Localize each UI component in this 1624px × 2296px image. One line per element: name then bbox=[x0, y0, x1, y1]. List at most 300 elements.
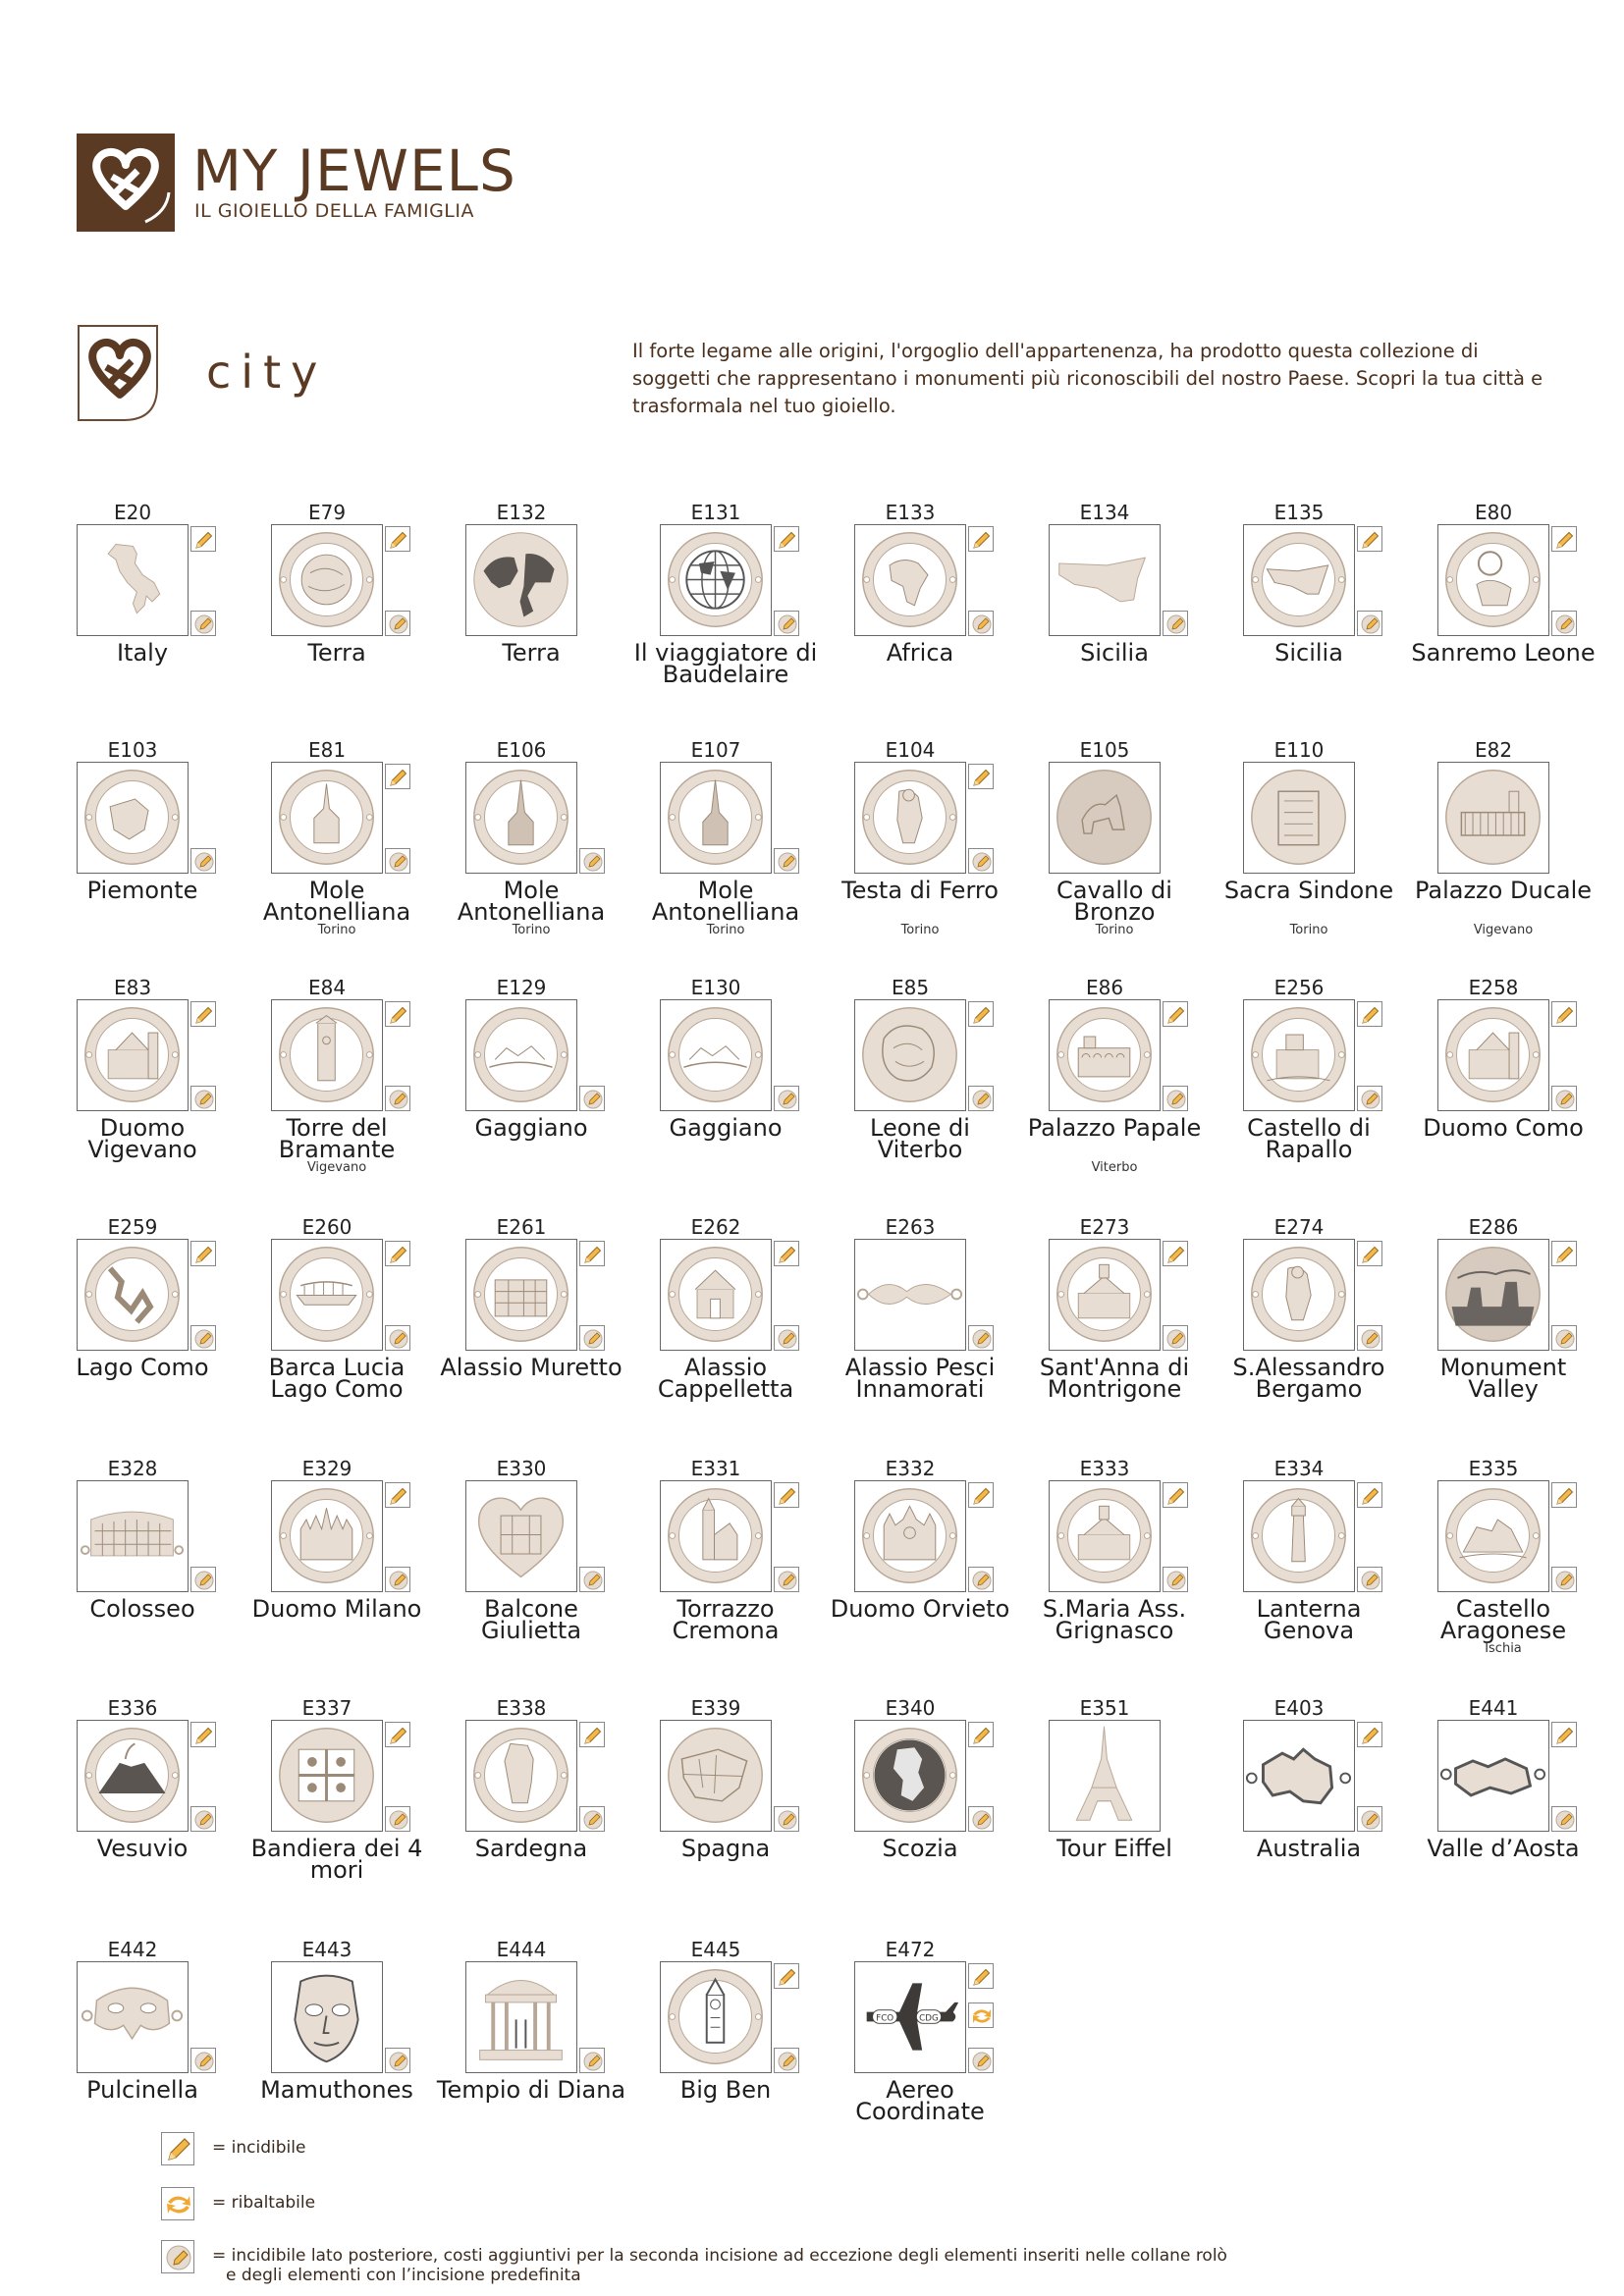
product-code: E85 bbox=[891, 976, 930, 999]
product-code: E263 bbox=[885, 1215, 936, 1239]
product-item[interactable] bbox=[465, 976, 652, 1182]
product-name: Duomo Milano bbox=[251, 1595, 422, 1623]
piemonte-ring-icon bbox=[77, 762, 189, 874]
sicily-ring-icon bbox=[1243, 524, 1355, 636]
product-item[interactable] bbox=[268, 1215, 458, 1421]
product-item[interactable] bbox=[1049, 501, 1235, 707]
church-ring-icon bbox=[1049, 1239, 1161, 1351]
product-name: Cavallo di Bronzo bbox=[1056, 877, 1172, 926]
back-engrave-icon bbox=[1551, 1567, 1577, 1592]
product-code: E445 bbox=[690, 1938, 741, 1961]
engravable-pencil-icon bbox=[968, 1482, 994, 1508]
product-item[interactable] bbox=[854, 976, 1041, 1182]
product-code: E82 bbox=[1474, 738, 1513, 762]
product-item[interactable] bbox=[77, 1215, 263, 1421]
product-name: Torrazzo Cremona bbox=[672, 1595, 780, 1644]
volcano-ring-icon bbox=[77, 1720, 189, 1832]
product-name: Piemonte bbox=[86, 877, 198, 904]
product-code: E286 bbox=[1468, 1215, 1519, 1239]
engravable-pencil-icon bbox=[968, 1722, 994, 1747]
back-engrave-icon bbox=[190, 1086, 216, 1111]
back-engrave-icon bbox=[385, 1086, 410, 1111]
back-engrave-icon bbox=[968, 1325, 994, 1351]
scotland-ring-icon bbox=[854, 1720, 966, 1832]
product-code: E129 bbox=[496, 976, 547, 999]
product-code: E335 bbox=[1468, 1457, 1519, 1480]
spain-disc-icon bbox=[660, 1720, 772, 1832]
product-item[interactable] bbox=[1243, 976, 1430, 1182]
product-name: Pulcinella bbox=[86, 2076, 198, 2104]
product-name: Duomo Como bbox=[1423, 1114, 1584, 1142]
engravable-pencil-icon bbox=[1551, 1482, 1577, 1508]
product-name: Sardegna bbox=[474, 1835, 588, 1862]
product-name: Terra bbox=[307, 639, 366, 667]
product-item[interactable] bbox=[440, 1215, 652, 1421]
boat-ring-icon bbox=[271, 1239, 383, 1351]
product-code: E441 bbox=[1468, 1696, 1519, 1720]
bigben-ring-icon bbox=[660, 1961, 772, 2073]
product-name: Monument Valley bbox=[1439, 1354, 1567, 1403]
product-location: Torino bbox=[317, 923, 356, 937]
aosta-link-icon bbox=[1437, 1720, 1549, 1832]
product-location: Vigevano bbox=[306, 1160, 367, 1175]
engravable-pencil-icon bbox=[579, 1722, 605, 1747]
product-name: Lago Como bbox=[76, 1354, 209, 1381]
back-engrave-icon bbox=[774, 611, 799, 636]
product-item[interactable] bbox=[271, 501, 458, 707]
product-item[interactable] bbox=[1437, 1457, 1624, 1663]
product-code: E337 bbox=[301, 1696, 352, 1720]
product-item[interactable] bbox=[77, 1696, 263, 1902]
back-engrave-icon bbox=[190, 848, 216, 874]
back-engrave-icon bbox=[190, 1806, 216, 1832]
product-name: Balcone Giulietta bbox=[480, 1595, 582, 1644]
engravable-pencil-icon bbox=[1357, 1241, 1382, 1266]
product-name: Vesuvio bbox=[96, 1835, 189, 1862]
product-name: Gaggiano bbox=[474, 1114, 588, 1142]
italy-map-icon bbox=[77, 524, 189, 636]
engravable-pencil-icon bbox=[1551, 1722, 1577, 1747]
product-code: E403 bbox=[1273, 1696, 1325, 1720]
product-code: E132 bbox=[496, 501, 547, 524]
brand-logo bbox=[77, 133, 175, 232]
product-name: S.Maria Ass. Grignasco bbox=[1042, 1595, 1187, 1644]
chapel-ring-icon bbox=[660, 1239, 772, 1351]
product-item[interactable] bbox=[1243, 1696, 1430, 1902]
product-code: E134 bbox=[1079, 501, 1130, 524]
engravable-pencil-icon bbox=[1357, 526, 1382, 552]
back-engrave-icon bbox=[1357, 1086, 1382, 1111]
engravable-pencil-icon bbox=[1551, 1241, 1577, 1266]
mask-face-icon bbox=[271, 1961, 383, 2073]
flag-disc-icon bbox=[271, 1720, 383, 1832]
heart-balcony-icon bbox=[465, 1480, 577, 1592]
product-name: Tempio di Diana bbox=[436, 2076, 626, 2104]
product-code: E106 bbox=[496, 738, 547, 762]
back-engrave-icon bbox=[1163, 1567, 1188, 1592]
product-name: Sicilia bbox=[1274, 639, 1343, 667]
product-item[interactable] bbox=[1437, 1215, 1624, 1421]
product-name: Colosseo bbox=[89, 1595, 195, 1623]
lion-ring-icon bbox=[1437, 524, 1549, 636]
product-code: E444 bbox=[496, 1938, 547, 1961]
product-name: Duomo Orvieto bbox=[830, 1595, 1010, 1623]
colosseum-icon bbox=[77, 1480, 189, 1592]
back-engrave-icon bbox=[1357, 1325, 1382, 1351]
product-item[interactable] bbox=[660, 1938, 846, 2144]
back-engrave-icon bbox=[190, 611, 216, 636]
engravable-pencil-icon bbox=[190, 1722, 216, 1747]
rock-ring-icon bbox=[1437, 1480, 1549, 1592]
product-name: Il viaggiatore di Baudelaire bbox=[633, 639, 818, 688]
product-name: Scozia bbox=[882, 1835, 958, 1862]
product-name: Australia bbox=[1256, 1835, 1362, 1862]
back-engrave-icon bbox=[968, 611, 994, 636]
palace-disc-icon bbox=[1437, 762, 1549, 874]
product-item[interactable] bbox=[830, 1457, 1041, 1663]
product-code: E83 bbox=[113, 976, 152, 999]
product-item[interactable] bbox=[1049, 1696, 1235, 1902]
product-name: Duomo Vigevano bbox=[87, 1114, 197, 1163]
back-engrave-icon bbox=[161, 2240, 194, 2273]
torrazzo-ring-icon bbox=[660, 1480, 772, 1592]
product-code: E339 bbox=[690, 1696, 741, 1720]
product-item[interactable] bbox=[854, 1696, 1041, 1902]
svg-text:FCO: FCO bbox=[876, 2013, 894, 2024]
product-code: E135 bbox=[1273, 501, 1325, 524]
product-code: E336 bbox=[107, 1696, 158, 1720]
palace-ring-icon bbox=[1049, 999, 1161, 1111]
product-name: S.Alessandro Bergamo bbox=[1232, 1354, 1385, 1403]
product-location: Torino bbox=[900, 923, 940, 937]
product-location: Viterbo bbox=[1091, 1160, 1138, 1175]
product-item[interactable] bbox=[77, 738, 263, 944]
product-item[interactable] bbox=[262, 738, 458, 944]
product-item[interactable] bbox=[1243, 501, 1430, 707]
product-name: Big Ben bbox=[679, 2076, 772, 2104]
back-engrave-icon bbox=[385, 1567, 410, 1592]
product-item[interactable] bbox=[260, 1938, 458, 2144]
product-code: E104 bbox=[885, 738, 936, 762]
back-engrave-icon bbox=[1551, 1086, 1577, 1111]
product-item[interactable] bbox=[841, 738, 1041, 944]
product-name: Aereo Coordinate bbox=[855, 2076, 985, 2125]
product-item[interactable] bbox=[1423, 976, 1624, 1182]
back-engrave-icon bbox=[1357, 611, 1382, 636]
product-code: E256 bbox=[1273, 976, 1325, 999]
collection-logo bbox=[77, 324, 175, 422]
tower-ring-icon bbox=[271, 999, 383, 1111]
product-item[interactable] bbox=[465, 1696, 652, 1902]
product-name: Testa di Ferro bbox=[841, 877, 999, 904]
back-engrave-icon bbox=[774, 2048, 799, 2073]
engravable-pencil-icon bbox=[968, 526, 994, 552]
product-item[interactable] bbox=[77, 976, 263, 1182]
product-name: Alassio Cappelletta bbox=[657, 1354, 794, 1403]
product-name: Palazzo Ducale bbox=[1414, 877, 1592, 904]
mole-spire-icon bbox=[660, 762, 772, 874]
statue-ring-icon bbox=[1243, 1239, 1355, 1351]
back-engrave-icon bbox=[968, 848, 994, 874]
product-name: Leone di Viterbo bbox=[870, 1114, 970, 1163]
product-name: Sacra Sindone bbox=[1223, 877, 1394, 904]
mole-spire-icon bbox=[465, 762, 577, 874]
product-code: E274 bbox=[1273, 1215, 1325, 1239]
product-item[interactable] bbox=[1027, 976, 1235, 1182]
back-engrave-icon bbox=[1163, 611, 1188, 636]
product-code: E79 bbox=[307, 501, 347, 524]
product-item[interactable] bbox=[251, 1457, 458, 1663]
product-code: E329 bbox=[301, 1457, 352, 1480]
back-engrave-icon bbox=[190, 2048, 216, 2073]
product-name: Bandiera dei 4 mori bbox=[250, 1835, 423, 1884]
back-engrave-icon bbox=[1551, 1806, 1577, 1832]
product-location: Torino bbox=[512, 923, 551, 937]
product-location: Torino bbox=[1289, 923, 1328, 937]
engravable-pencil-icon bbox=[190, 1001, 216, 1027]
engravable-pencil-icon bbox=[968, 1001, 994, 1027]
airplane-link-icon bbox=[854, 1961, 966, 2073]
back-engrave-icon bbox=[385, 611, 410, 636]
engravable-pencil-icon bbox=[385, 1482, 410, 1508]
product-name: Sicilia bbox=[1080, 639, 1149, 667]
lighthouse-ring-icon bbox=[1243, 1480, 1355, 1592]
engravable-pencil-icon bbox=[1163, 1241, 1188, 1266]
engravable-pencil-icon bbox=[774, 1963, 799, 1989]
back-engrave-icon bbox=[579, 1567, 605, 1592]
product-name: Italy bbox=[116, 639, 169, 667]
product-name: Valle d’Aosta bbox=[1427, 1835, 1580, 1862]
product-item[interactable] bbox=[1427, 1696, 1624, 1902]
product-item[interactable] bbox=[657, 1215, 846, 1421]
back-engrave-icon bbox=[774, 1086, 799, 1111]
church-ring-icon bbox=[1049, 1480, 1161, 1592]
product-name: Castello Aragonese bbox=[1439, 1595, 1567, 1644]
lake-ring-icon bbox=[77, 1239, 189, 1351]
product-code: E332 bbox=[885, 1457, 936, 1480]
back-engrave-icon bbox=[968, 1086, 994, 1111]
product-name: Sant'Anna di Montrigone bbox=[1039, 1354, 1190, 1403]
product-code: E334 bbox=[1273, 1457, 1325, 1480]
lion-disc-icon bbox=[854, 999, 966, 1111]
engravable-pencil-icon bbox=[1551, 1001, 1577, 1027]
brand-subtitle: IL GIOIELLO DELLA FAMIGLIA bbox=[194, 200, 474, 222]
back-engrave-icon bbox=[579, 1806, 605, 1832]
back-engrave-icon bbox=[1551, 611, 1577, 636]
fish-link-icon bbox=[854, 1239, 966, 1351]
product-code: E273 bbox=[1079, 1215, 1130, 1239]
product-item[interactable] bbox=[1042, 1457, 1235, 1663]
product-name: Terra bbox=[502, 639, 561, 667]
product-item[interactable] bbox=[1049, 738, 1235, 944]
product-name: Alassio Pesci Innamorati bbox=[844, 1354, 996, 1403]
product-code: E80 bbox=[1474, 501, 1513, 524]
wire-globe-icon bbox=[660, 524, 772, 636]
product-item[interactable] bbox=[465, 1457, 652, 1663]
product-code: E442 bbox=[107, 1938, 158, 1961]
product-code: E107 bbox=[690, 738, 741, 762]
product-item[interactable] bbox=[1414, 738, 1624, 944]
product-item[interactable] bbox=[660, 976, 846, 1182]
product-code: E103 bbox=[107, 738, 158, 762]
engravable-pencil-icon bbox=[1357, 1001, 1382, 1027]
back-engrave-icon bbox=[190, 1567, 216, 1592]
legend-text: = incidibile bbox=[212, 2138, 306, 2158]
duomo-ring-icon bbox=[77, 999, 189, 1111]
collection-header bbox=[77, 324, 430, 430]
product-item[interactable] bbox=[1039, 1215, 1235, 1421]
product-code: E443 bbox=[301, 1938, 352, 1961]
product-code: E84 bbox=[307, 976, 347, 999]
product-location: Torino bbox=[1095, 923, 1134, 937]
product-location: Ischia bbox=[1485, 1641, 1522, 1656]
brand-header bbox=[77, 133, 528, 232]
castle-ring-icon bbox=[1243, 999, 1355, 1111]
engravable-pencil-icon bbox=[385, 1722, 410, 1747]
back-engrave-icon bbox=[774, 848, 799, 874]
pencil-icon bbox=[161, 2132, 194, 2165]
brand-title: MY JEWELS bbox=[192, 137, 516, 204]
milan-ring-icon bbox=[271, 1480, 383, 1592]
product-item[interactable] bbox=[660, 1457, 846, 1663]
back-engrave-icon bbox=[968, 1567, 994, 1592]
product-item[interactable] bbox=[1243, 1457, 1430, 1663]
back-engrave-icon bbox=[1551, 1325, 1577, 1351]
product-name: Africa bbox=[886, 639, 954, 667]
engravable-pencil-icon bbox=[190, 1241, 216, 1266]
sicily-map-icon bbox=[1049, 524, 1161, 636]
engravable-pencil-icon bbox=[385, 764, 410, 789]
product-item[interactable] bbox=[77, 501, 263, 707]
back-engrave-icon bbox=[968, 1806, 994, 1832]
back-engrave-icon bbox=[385, 2048, 410, 2073]
product-item[interactable] bbox=[854, 501, 1041, 707]
product-code: E331 bbox=[690, 1457, 741, 1480]
product-code: E110 bbox=[1273, 738, 1325, 762]
product-item[interactable] bbox=[633, 501, 846, 707]
product-item[interactable] bbox=[1223, 738, 1430, 944]
product-item[interactable] bbox=[77, 1938, 263, 2144]
back-engrave-icon bbox=[774, 1567, 799, 1592]
australia-link-icon bbox=[1243, 1720, 1355, 1832]
product-name: Tour Eiffel bbox=[1056, 1835, 1172, 1862]
back-engrave-icon bbox=[579, 2048, 605, 2073]
collection-intro: Il forte legame alle origini, l'orgoglio dell'appartenenza, ha prodotto questa collezione di soggetti che rappresentano i monumenti più riconoscibili del nostro Paese. Scopri la tua città e trasformala nel tuo gioiello. bbox=[632, 340, 1543, 417]
back-engrave-icon bbox=[1357, 1567, 1382, 1592]
engravable-pencil-icon bbox=[190, 526, 216, 552]
product-code: E328 bbox=[107, 1457, 158, 1480]
engravable-pencil-icon bbox=[1357, 1722, 1382, 1747]
back-engrave-icon bbox=[385, 1806, 410, 1832]
eiffel-icon bbox=[1049, 1720, 1161, 1832]
product-code: E258 bbox=[1468, 976, 1519, 999]
engravable-pencil-icon bbox=[774, 1482, 799, 1508]
product-code: E105 bbox=[1079, 738, 1130, 762]
product-code: E260 bbox=[301, 1215, 352, 1239]
product-item[interactable] bbox=[465, 501, 652, 707]
product-code: E130 bbox=[690, 976, 741, 999]
engravable-pencil-icon bbox=[1163, 1482, 1188, 1508]
flip-arrows-icon bbox=[161, 2187, 194, 2220]
engravable-pencil-icon bbox=[774, 526, 799, 552]
product-code: E131 bbox=[690, 501, 741, 524]
product-code: E262 bbox=[690, 1215, 741, 1239]
product-code: E330 bbox=[496, 1457, 547, 1480]
africa-map-icon bbox=[854, 524, 966, 636]
product-code: E81 bbox=[307, 738, 347, 762]
product-code: E338 bbox=[496, 1696, 547, 1720]
back-engrave-icon bbox=[774, 1806, 799, 1832]
wall-ring-icon bbox=[465, 1239, 577, 1351]
legend-text-continued: e degli elementi con l’incisione predefinita bbox=[226, 2266, 581, 2285]
engravable-pencil-icon bbox=[579, 1241, 605, 1266]
back-engrave-icon bbox=[1163, 1325, 1188, 1351]
product-name: Torre del Bramante bbox=[278, 1114, 396, 1163]
product-code: E333 bbox=[1079, 1457, 1130, 1480]
engravable-pencil-icon bbox=[1357, 1482, 1382, 1508]
product-name: Castello di Rapallo bbox=[1247, 1114, 1371, 1163]
back-engrave-icon bbox=[579, 848, 605, 874]
product-item[interactable] bbox=[651, 738, 846, 944]
shroud-disc-icon bbox=[1243, 762, 1355, 874]
engravable-pencil-icon bbox=[774, 1241, 799, 1266]
engravable-pencil-icon bbox=[968, 1963, 994, 1989]
earth-globe-icon bbox=[465, 524, 577, 636]
engravable-pencil-icon bbox=[1551, 526, 1577, 552]
engravable-pencil-icon bbox=[385, 526, 410, 552]
horse-disc-icon bbox=[1049, 762, 1161, 874]
back-engrave-icon bbox=[385, 1325, 410, 1351]
product-item[interactable] bbox=[660, 1696, 846, 1902]
product-item[interactable] bbox=[77, 1457, 263, 1663]
product-item[interactable] bbox=[457, 738, 652, 944]
product-name: Gaggiano bbox=[669, 1114, 783, 1142]
back-engrave-icon bbox=[774, 1325, 799, 1351]
reversible-arrows-icon bbox=[968, 2002, 994, 2028]
canal-ring-icon bbox=[660, 999, 772, 1111]
product-name: Spagna bbox=[680, 1835, 771, 1862]
valley-disc-icon bbox=[1437, 1239, 1549, 1351]
legend-text: = incidibile lato posteriore, costi aggiuntivi per la seconda incisione ad eccezione degli elementi inseriti nelle collane rolò bbox=[212, 2246, 1227, 2266]
engravable-pencil-icon bbox=[385, 1241, 410, 1266]
product-code: E259 bbox=[107, 1215, 158, 1239]
product-item[interactable] bbox=[271, 976, 458, 1182]
product-item[interactable] bbox=[250, 1696, 458, 1902]
temple-icon bbox=[465, 1961, 577, 2073]
product-name: Lanterna Genova bbox=[1256, 1595, 1362, 1644]
product-location: Torino bbox=[706, 923, 745, 937]
svg-text:CDG: CDG bbox=[919, 2013, 939, 2024]
product-item[interactable] bbox=[1232, 1215, 1430, 1421]
product-code: E351 bbox=[1079, 1696, 1130, 1720]
back-engrave-icon bbox=[190, 1325, 216, 1351]
product-code: E20 bbox=[113, 501, 152, 524]
product-name: Mole Antonelliana bbox=[262, 877, 411, 926]
product-code: E86 bbox=[1085, 976, 1124, 999]
duomo-ring-icon bbox=[1437, 999, 1549, 1111]
product-item[interactable] bbox=[1411, 501, 1624, 707]
legend-text: = ribaltabile bbox=[212, 2193, 316, 2213]
back-engrave-icon bbox=[385, 848, 410, 874]
product-code: E133 bbox=[885, 501, 936, 524]
canal-ring-icon bbox=[465, 999, 577, 1111]
back-engrave-icon bbox=[579, 1086, 605, 1111]
product-code: E340 bbox=[885, 1696, 936, 1720]
product-item[interactable] bbox=[436, 1938, 652, 2144]
product-item[interactable] bbox=[844, 1215, 1041, 1421]
collection-name: city bbox=[206, 346, 328, 399]
product-item[interactable] bbox=[854, 1938, 1041, 2144]
